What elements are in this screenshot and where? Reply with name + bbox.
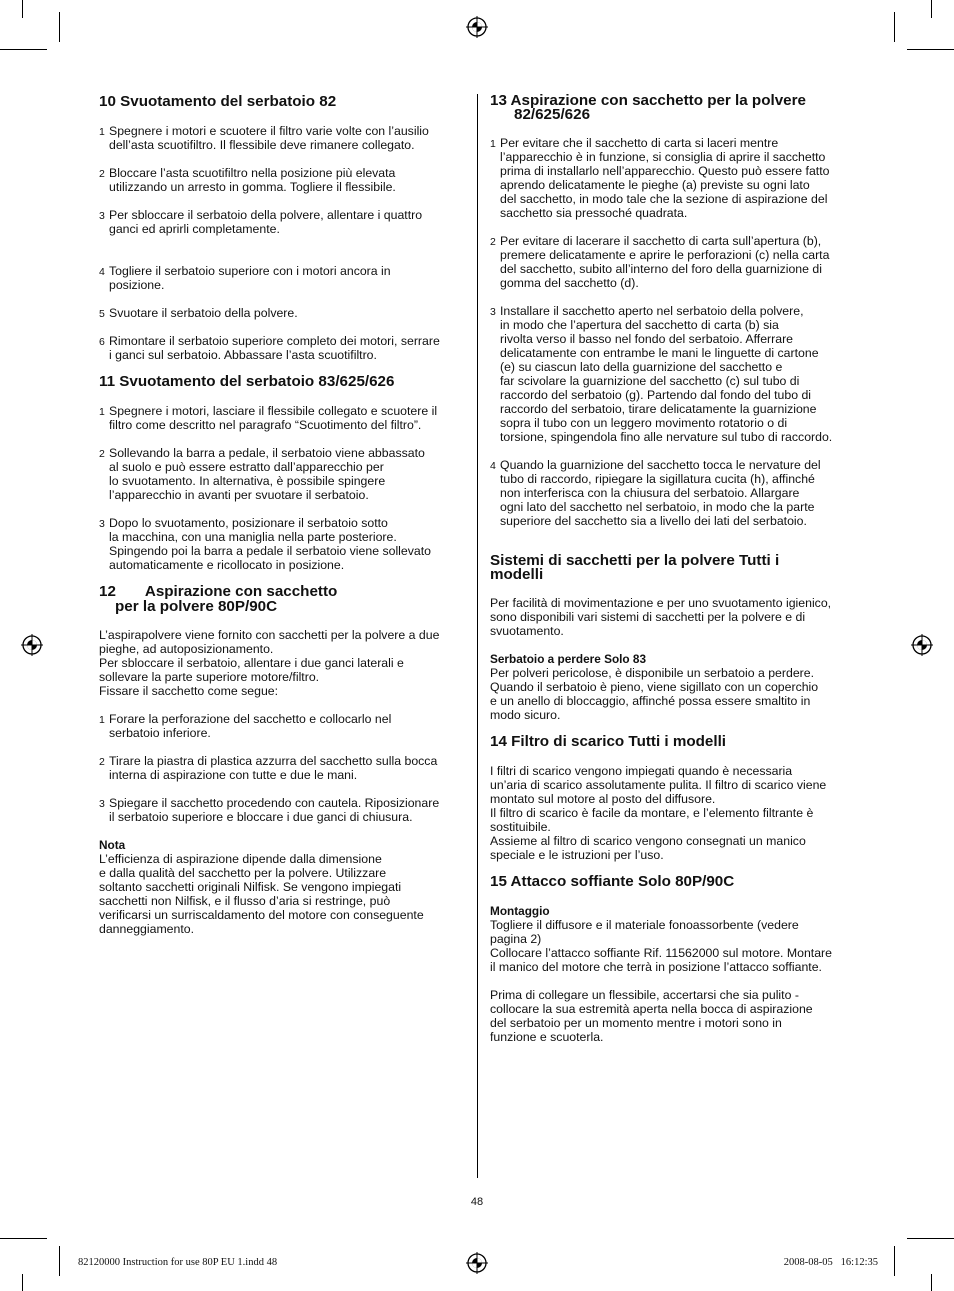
section-15-title: 15 Attacco soffiante Solo 80P/90C <box>490 873 735 890</box>
list-item: 1 Spegnere i motori e scuotere il filtro varie volte con l’ausilio dell’asta scuotifiltro. Il flessibile deve rimanere collegato. <box>99 124 429 152</box>
list-item: 2 Bloccare l’asta scuotifiltro nella posizione più elevata utilizzando un arresto in gomma. Togliere il flessibile. <box>99 166 396 194</box>
section-11-title: 11 Svuotamento del serbatoio 83/625/626 <box>99 373 395 390</box>
crop-mark <box>894 12 895 42</box>
footer-file-info: 82120000 Instruction for use 80P EU 1.indd 48 <box>78 1257 278 1268</box>
note-text: L’efficienza di aspirazione dipende dalla dimensione e dalla qualità del sacchetto per la polvere. Utilizzare soltanto sacchetti originali Nilfisk. Se vengono impiegati sacchetti non Nilfisk, e il flusso d’aria si restringe, può verificarsi un surriscaldamento del motore con conseguente danneggiamento. <box>99 852 424 936</box>
list-item: 1 Forare la perforazione del sacchetto e collocarlo nel serbatoio inferiore. <box>99 712 392 740</box>
left-column <box>99 94 465 950</box>
list-item: 2 Sollevando la barra a pedale, il serbatoio viene abbassato al suolo e può essere estratto dall’apparecchio per lo svuotamento. In alternativa, è possibile spingere l’apparecchio in avanti per svuotare il serbatoio. <box>99 446 425 502</box>
crop-mark <box>907 1238 954 1239</box>
crop-mark <box>22 0 23 18</box>
section-12-title: 12 Aspirazione con sacchetto per la polvere 80P/90C <box>99 583 338 615</box>
registration-mark-icon <box>21 634 43 656</box>
right-column <box>490 94 858 1058</box>
disposable-tank-title: Serbatoio a perdere Solo 83 <box>490 652 647 666</box>
assembly-title: Montaggio <box>490 904 550 918</box>
note-title: Nota <box>99 838 126 852</box>
crop-mark <box>0 49 47 50</box>
footer-timestamp: 2008-08-05 16:12:35 <box>783 1257 878 1268</box>
section-14-text: I filtri di scarico vengono impiegati quando è necessaria un’aria di scarico assolutamente pulita. Il filtro di scarico viene montato sul motore al posto del diffusore. Il filtro di scarico è facile da montare, e l’elemento filtrante è sostituibile. Assieme al filtro di scarico vengono consegnati un manico speciale e le istruzioni per l’uso. <box>490 764 827 862</box>
page-number: 48 <box>470 1196 484 1208</box>
section-14-title: 14 Filtro di scarico Tutti i modelli <box>490 733 727 750</box>
list-item: 2 Per evitare di lacerare il sacchetto di carta sull’apertura (b), premere delicatamente e aprire le perforazioni (c) nella carta del sacchetto, subito all’interno del foro della guarnizione di gomma del sacchetto (d). <box>490 234 830 290</box>
assembly-text-2: Prima di collegare un flessibile, accertarsi che sia pulito - collocare la sua estremità aperta nella bocca di aspirazione del serbatoio per un momento mentre i motori sono in funzione e scuoterla. <box>490 988 813 1044</box>
list-item: 3 Dopo lo svuotamento, posizionare il serbatoio sotto la macchina, con una maniglia nella parte posteriore. Spingendo poi la barra a pedale il serbatoio viene sollevato automaticamente e ricollocato in posizione. <box>99 516 431 572</box>
list-item: 1 Spegnere i motori, lasciare il flessibile collegato e scuotere il filtro come descritto nel paragrafo “Scuotimento del filtro”. <box>99 404 438 432</box>
assembly-text: Togliere il diffusore e il materiale fonoassorbente (vedere pagina 2) Collocare l’attacco soffiante Rif. 11562000 sul motore. Montare il manico del motore che terrà in posizione l’attacco soffiante. <box>490 918 832 974</box>
registration-mark-icon <box>911 634 933 656</box>
column-divider <box>477 94 478 1178</box>
disposable-tank-text: Per polveri pericolose, è disponibile un serbatoio a perdere. Quando il serbatoio è pieno, viene sigillato con un coperchio e un anello di bloccaggio, affinché possa essere smaltito in modo sicuro. <box>490 666 819 722</box>
section-10-title: 10 Svuotamento del serbatoio 82 <box>99 93 337 110</box>
bag-systems-title: Sistemi di sacchetti per la polvere Tutti i modelli <box>490 552 780 583</box>
crop-mark <box>931 1274 932 1291</box>
bag-systems-text: Per facilità di movimentazione e per uno svuotamento igienico, sono disponibili vari sistemi di sacchetti per la polvere e di svuotamento. <box>490 596 832 638</box>
list-item: 1 Per evitare che il sacchetto di carta si laceri mentre l’apparecchio è in funzione, si consiglia di aprire il sacchetto prima di installarlo nell’apparecchio. Questo può essere fatto aprendo delicatamente le pieghe (a) previste su ogni lato del sacchetto, in modo tale che la sezione di aspirazione del sacchetto sia pressoché quadrata. <box>490 136 830 220</box>
registration-mark-icon <box>466 16 488 38</box>
list-item: 2 Tirare la piastra di plastica azzurra del sacchetto sulla bocca interna di aspirazione con tutte e due le mani. <box>99 754 438 782</box>
crop-mark <box>59 12 60 42</box>
crop-mark <box>931 0 932 18</box>
crop-mark <box>22 1274 23 1291</box>
list-item: 5 Svuotare il serbatoio della polvere. <box>99 306 298 320</box>
list-item: 4 Togliere il serbatoio superiore con i motori ancora in posizione. <box>99 264 391 292</box>
crop-mark <box>907 49 954 50</box>
list-item: 6 Rimontare il serbatoio superiore completo dei motori, serrare i ganci sul serbatoio. Abbassare l’asta scuotifiltro. <box>99 334 440 362</box>
crop-mark <box>59 1246 60 1276</box>
list-item: 4 Quando la guarnizione del sacchetto tocca le nervature del tubo di raccordo, ripiegare la sigillatura cucita (h), affinché non interferisca con la chiusura del serbatoio. Allargare ogni lato del sacchetto nel serbatoio, in modo che la parte superiore del sacchetto sia a livello dei lati del serbatoio. <box>490 458 821 528</box>
crop-mark <box>0 1238 47 1239</box>
list-item: 3 Installare il sacchetto aperto nel serbatoio della polvere, in modo che l’apertura del sacchetto di carta (b) sia rivolta verso il basso nel fondo del serbatoio. Afferrare delicatamente con entrambe le mani le linguette di cartone (e) su ciascun lato della guarnizione del sacchetto e far scivolare la guarnizione del sacchetto (c) sul tubo di raccordo del serbatoio (g). Partendo dal fondo del tubo di raccordo del serbatoio, tirare delicatamente la guarnizione sopra il tubo con un leggero movimento rotatorio o di torsione, spingendola fino alle nervature sul tubo di raccordo. <box>490 304 833 444</box>
section-12-intro: L’aspirapolvere viene fornito con sacchetti per la polvere a due pieghe, ad autoposizionamento. Per sbloccare il serbatoio, allentare i due ganci laterali e sollevare la parte superiore motore/filtro. Fissare il sacchetto come segue: <box>99 628 440 698</box>
crop-mark <box>894 1246 895 1276</box>
list-item: 3 Per sbloccare il serbatoio della polvere, allentare i quattro ganci ed aprirli completamente. <box>99 208 423 236</box>
list-item: 3 Spiegare il sacchetto procedendo con cautela. Riposizionare il serbatoio superiore e bloccare i due ganci di chiusura. <box>99 796 440 824</box>
section-13-title: 13 Aspirazione con sacchetto per la polvere 82/625/626 <box>490 92 806 123</box>
registration-mark-icon <box>466 1252 488 1274</box>
